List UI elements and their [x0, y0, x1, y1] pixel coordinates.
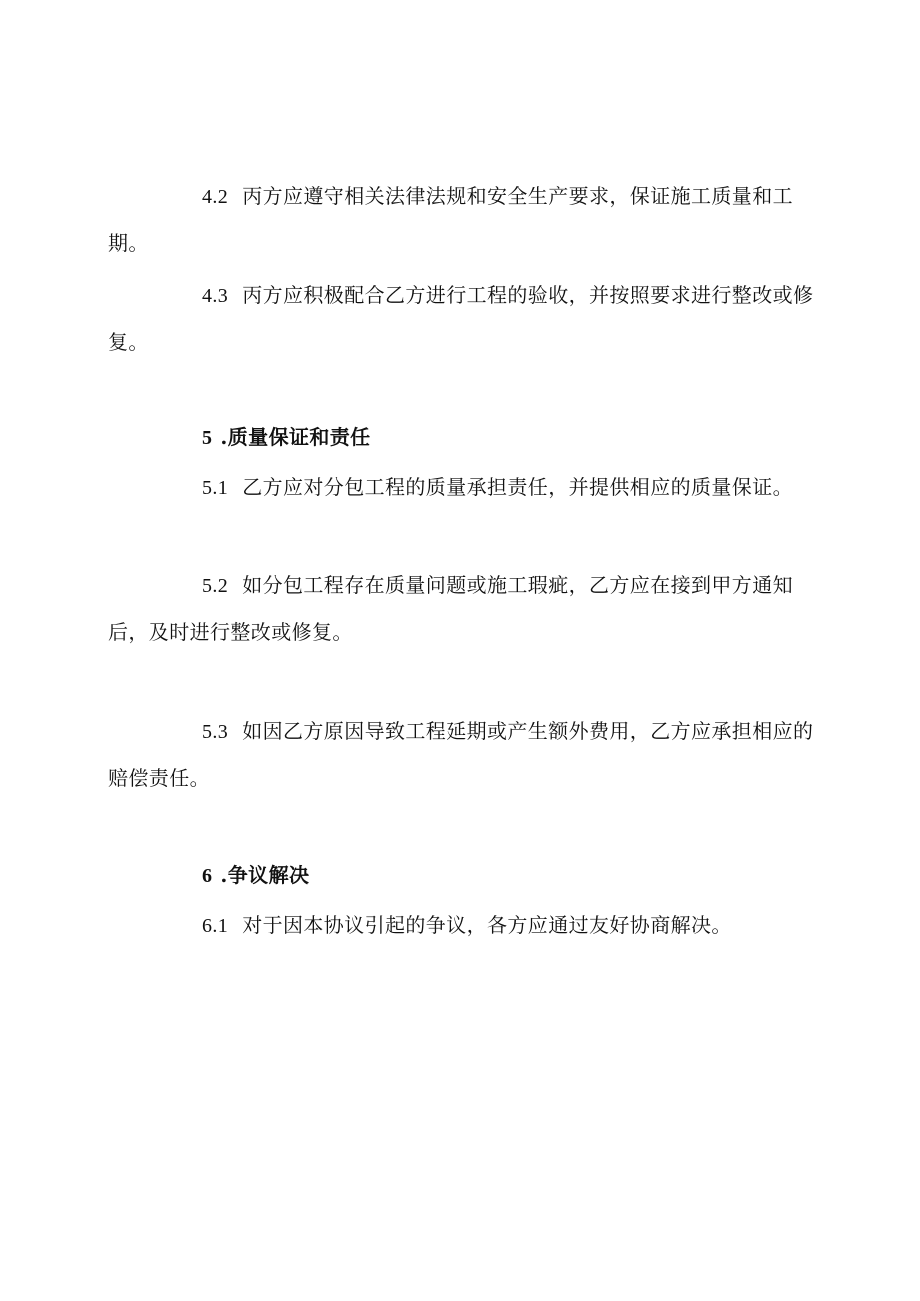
- paragraph-6-1: [108, 902, 828, 949]
- clause-number: 6.1: [202, 915, 229, 937]
- paragraph-5-3: [108, 708, 828, 801]
- section-number: 6: [202, 865, 213, 887]
- paragraph-5-2: [108, 562, 828, 655]
- clause-text: 对于因本协议引起的争议，各方应通过友好协商解决。: [242, 913, 732, 937]
- clause-text: 如因乙方原因导致工程延期或产生额外费用，乙方应承担相应的赔偿责任。: [108, 719, 814, 790]
- section-heading-5: [108, 414, 828, 461]
- clause-text: 丙方应积极配合乙方进行工程的验收，并按照要求进行整改或修复。: [108, 283, 814, 354]
- clause-number: 5.2: [202, 575, 229, 597]
- section-heading-6: [108, 852, 828, 899]
- clause-text: 丙方应遵守相关法律法规和安全生产要求，保证施工质量和工期。: [108, 184, 794, 255]
- clause-text: 乙方应对分包工程的质量承担责任，并提供相应的质量保证。: [242, 475, 794, 499]
- paragraph-4-2: [108, 173, 828, 266]
- clause-number: 4.2: [202, 186, 229, 208]
- section-number: 5: [202, 427, 213, 449]
- paragraph-5-1: [108, 464, 828, 511]
- clause-number: 4.3: [202, 285, 229, 307]
- section-title: .争议解决: [220, 863, 310, 887]
- section-title: .质量保证和责任: [220, 425, 371, 449]
- paragraph-4-3: [108, 272, 828, 365]
- clause-number: 5.3: [202, 721, 229, 743]
- clause-number: 5.1: [202, 477, 229, 499]
- clause-text: 如分包工程存在质量问题或施工瑕疵，乙方应在接到甲方通知后，及时进行整改或修复。: [108, 573, 794, 644]
